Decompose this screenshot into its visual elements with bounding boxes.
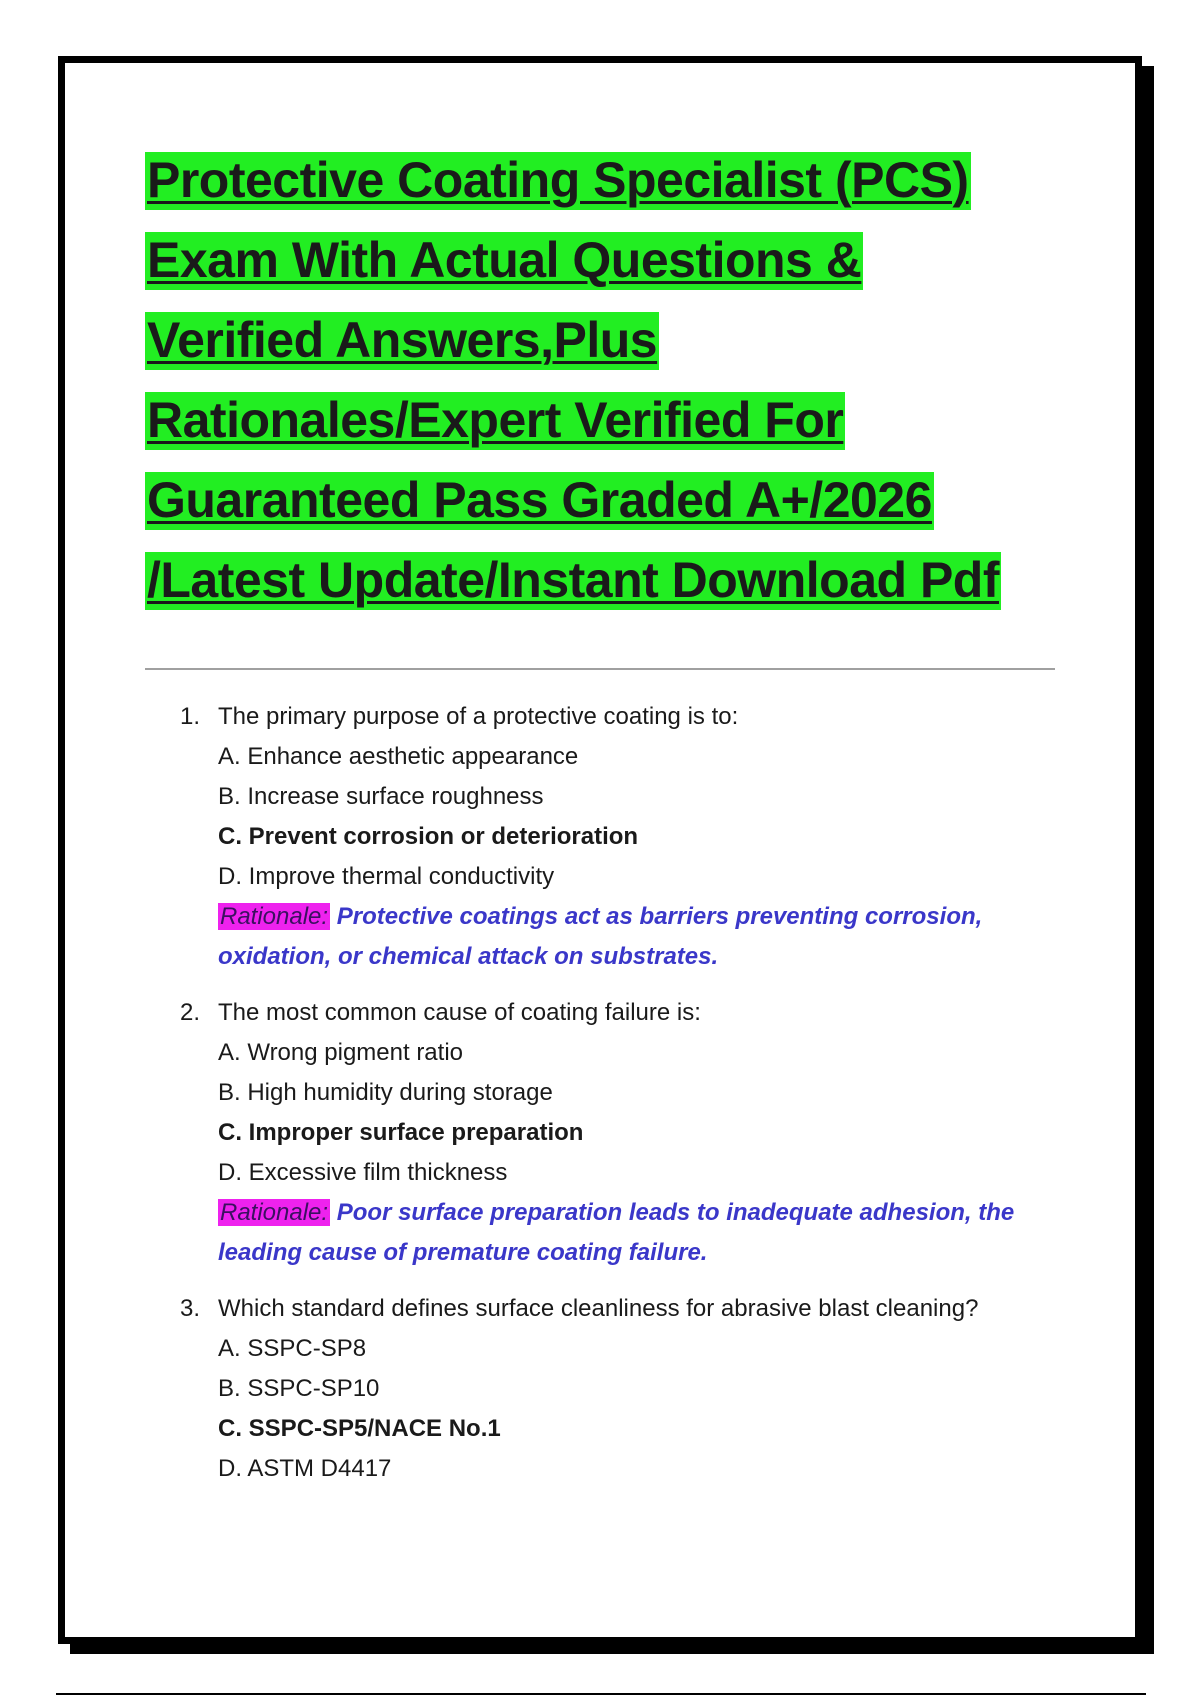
correct-option: C. Prevent corrosion or deterioration xyxy=(218,823,639,850)
title-line xyxy=(145,380,1065,460)
title-line-text: Guaranteed Pass Graded A+/2026 xyxy=(147,472,932,528)
title-line xyxy=(145,220,1065,300)
option: B. SSPC-SP10 xyxy=(218,1375,380,1402)
option: A. Enhance aesthetic appearance xyxy=(218,743,579,770)
question-item xyxy=(180,697,1080,977)
title-line-text: Rationales/Expert Verified For xyxy=(147,392,844,448)
question-stem xyxy=(180,1289,1080,1329)
title-line xyxy=(145,140,1065,220)
bottom-border-line xyxy=(56,1693,1146,1695)
question-stem xyxy=(180,993,1080,1033)
title-line-text: /Latest Update/Instant Download Pdf xyxy=(147,552,999,608)
option: A. SSPC-SP8 xyxy=(218,1335,367,1362)
question-number: 3. xyxy=(180,1295,201,1322)
option: D. Improve thermal conductivity xyxy=(218,863,555,890)
rationale xyxy=(218,1193,1080,1273)
option: D. ASTM D4417 xyxy=(218,1455,392,1482)
question-number: 1. xyxy=(180,703,201,730)
title-line xyxy=(145,300,1065,380)
rationale-text: Poor surface preparation leads to inadequate adhesion, the leading cause of premature coating failure. xyxy=(218,1199,1015,1266)
title-line xyxy=(145,460,1065,540)
title-line-text: Verified Answers,Plus xyxy=(147,312,658,368)
correct-option: C. Improper surface preparation xyxy=(218,1119,584,1146)
options-list xyxy=(180,1329,1080,1489)
title-line-text: Protective Coating Specialist (PCS) xyxy=(147,152,969,208)
options-list xyxy=(180,737,1080,977)
option: B. High humidity during storage xyxy=(218,1079,553,1106)
options-list xyxy=(180,1033,1080,1273)
question-item xyxy=(180,993,1080,1273)
question-text: Which standard defines surface cleanliness for abrasive blast cleaning? xyxy=(218,1295,979,1322)
rationale xyxy=(218,897,1080,977)
question-number: 2. xyxy=(180,999,201,1026)
document-header xyxy=(145,140,1065,620)
option: B. Increase surface roughness xyxy=(218,783,544,810)
correct-option: C. SSPC-SP5/NACE No.1 xyxy=(218,1415,501,1442)
rationale-label: Rationale: xyxy=(220,903,329,930)
horizontal-divider xyxy=(145,668,1055,670)
question-list xyxy=(180,697,1080,1505)
question-stem xyxy=(180,697,1080,737)
question-text: The primary purpose of a protective coating is to: xyxy=(218,703,739,730)
document-title xyxy=(145,140,1065,620)
title-line xyxy=(145,540,1065,620)
question-text: The most common cause of coating failure is: xyxy=(218,999,701,1026)
rationale-text: Protective coatings act as barriers preventing corrosion, oxidation, or chemical attack on substrates. xyxy=(218,903,983,970)
rationale-label: Rationale: xyxy=(220,1199,329,1226)
option: D. Excessive film thickness xyxy=(218,1159,508,1186)
option: A. Wrong pigment ratio xyxy=(218,1039,464,1066)
title-line-text: Exam With Actual Questions & xyxy=(147,232,862,288)
question-item xyxy=(180,1289,1080,1489)
